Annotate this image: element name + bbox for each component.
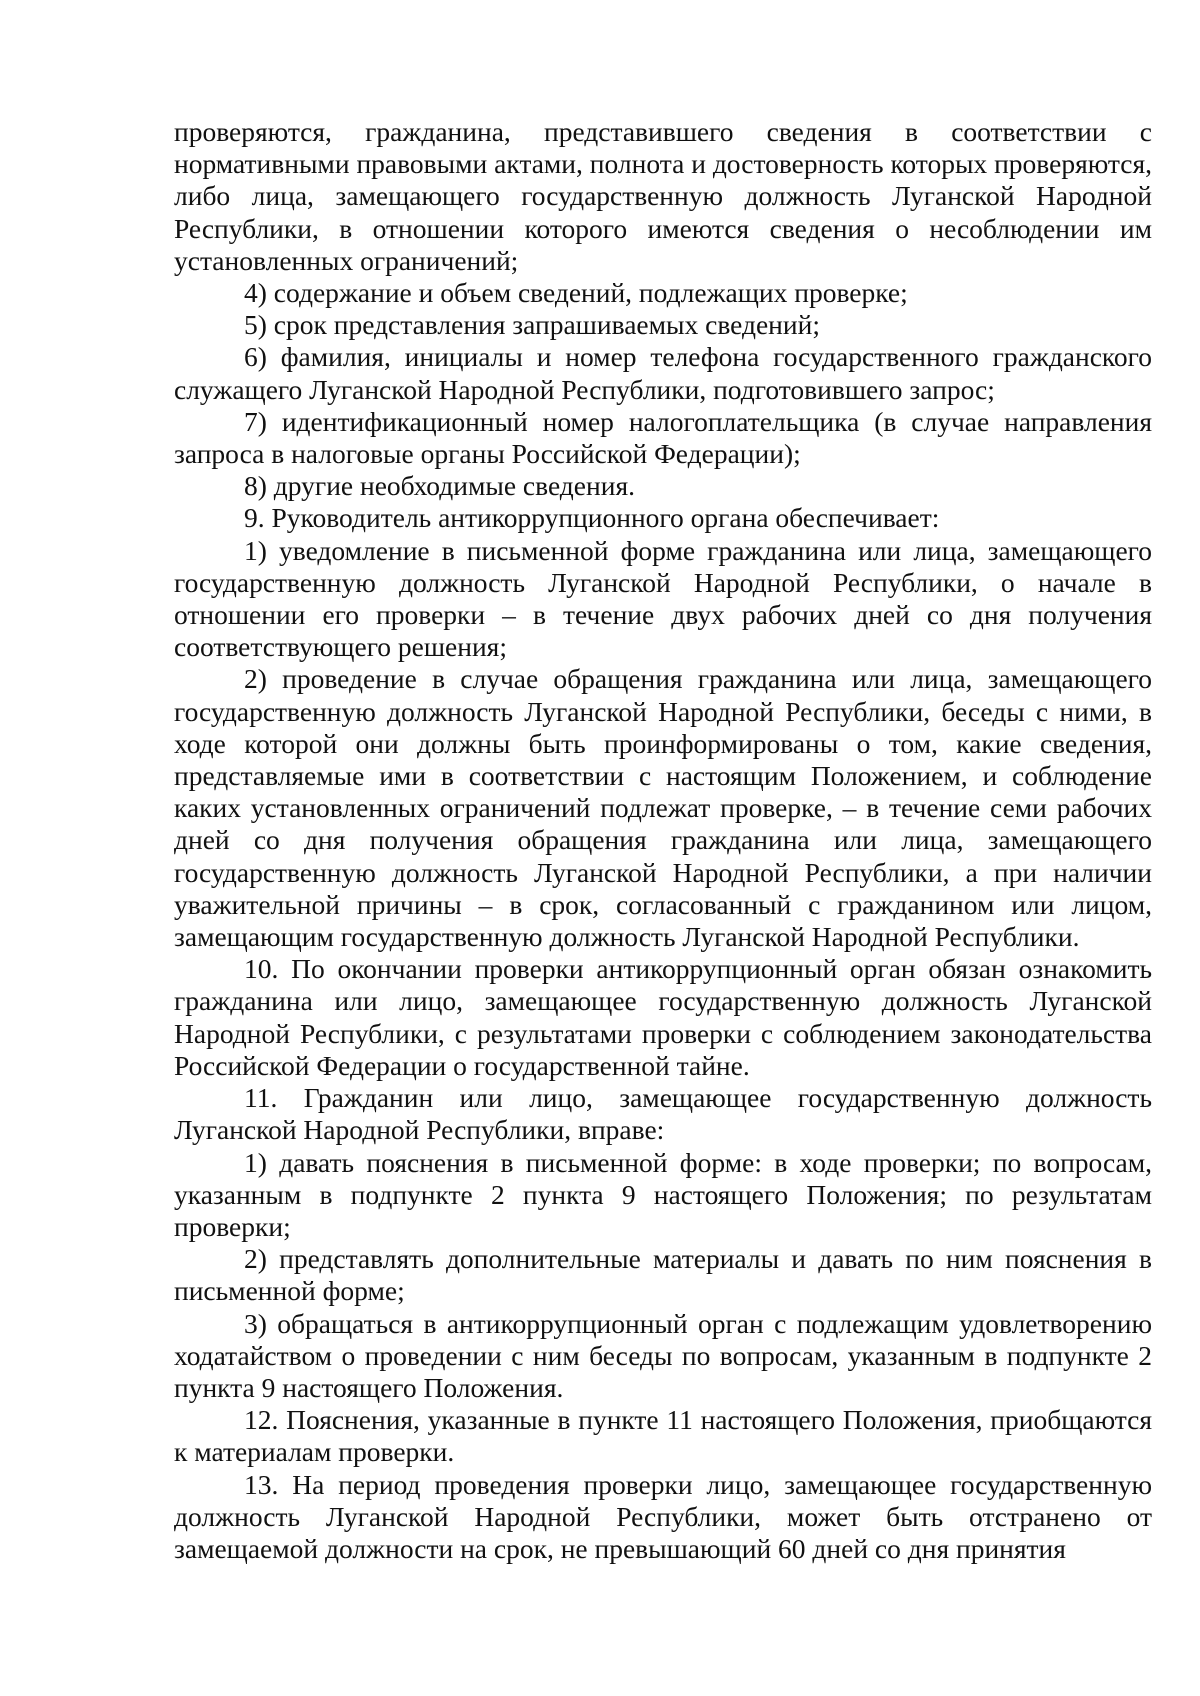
paragraph-clause-11-item-2: 2) представлять дополнительные материалы и давать по ним пояснения в письменной форме; [174, 1243, 1152, 1307]
paragraph-clause-13: 13. На период проведения проверки лицо, замещающее государственную должность Луганской Народной Республики, может быть отстранено от замещаемой должности на срок, не превышающий 60 дней со дня принятия [174, 1468, 1152, 1564]
paragraph-clause-11: 11. Гражданин или лицо, замещающее государственную должность Луганской Народной Республики, вправе: [174, 1082, 1152, 1146]
paragraph-clause-12: 12. Пояснения, указанные в пункте 11 настоящего Положения, приобщаются к материалам проверки. [174, 1404, 1152, 1468]
paragraph-clause-10: 10. По окончании проверки антикоррупционный орган обязан ознакомить гражданина или лицо, замещающее государственную должность Луганской Народной Республики, с результатами проверки с соблюдением законодательства Российской Федерации о государственной тайне. [174, 953, 1152, 1081]
document-body [174, 116, 1152, 1565]
paragraph-item-4: 4) содержание и объем сведений, подлежащих проверке; [244, 277, 908, 309]
paragraph-item-8: 8) другие необходимые сведения. [244, 470, 635, 502]
paragraph-clause-9-item-2: 2) проведение в случае обращения гражданина или лица, замещающего государственную должность Луганской Народной Республики, беседы с ними, в ходе которой они должны быть проинформированы о том, какие сведения, представляемые ими в соответствии с настоящим Положением, и соблюдение каких установленных ограничений подлежат проверке, – в течение семи рабочих дней со дня получения обращения гражданина или лица, замещающего государственную должность Луганской Народной Республики, а при наличии уважительной причины – в срок, согласованный с гражданином или лицом, замещающим государственную должность Луганской Народной Республики. [174, 663, 1152, 953]
paragraph-clause-9-item-1: 1) уведомление в письменной форме гражданина или лица, замещающего государственную должность Луганской Народной Республики, о начале в отношении его проверки – в течение двух рабочих дней со дня получения соответствующего решения; [174, 534, 1152, 663]
paragraph-clause-11-item-3: 3) обращаться в антикоррупционный орган с подлежащим удовлетворению ходатайством о проведении с ним беседы по вопросам, указанным в подпункте 2 пункта 9 настоящего Положения. [174, 1307, 1152, 1403]
paragraph-item-5: 5) срок представления запрашиваемых сведений; [244, 309, 820, 341]
paragraph-clause-11-item-1: 1) давать пояснения в письменной форме: в ходе проверки; по вопросам, указанным в подпункте 2 пункта 9 настоящего Положения; по результатам проверки; [174, 1146, 1152, 1242]
paragraph-continuation: проверяются, гражданина, представившего сведения в соответствии с нормативными правовыми актами, полнота и достоверность которых проверяются, либо лица, замещающего государственную должность Луганской Народной Республики, в отношении которого имеются сведения о несоблюдении им установленных ограничений; [174, 116, 1152, 276]
paragraph-item-6: 6) фамилия, инициалы и номер телефона государственного гражданского служащего Луганской Народной Республики, подготовившего запрос; [174, 341, 1152, 405]
paragraph-item-7: 7) идентификационный номер налогоплательщика (в случае направления запроса в налоговые органы Российской Федерации); [174, 405, 1152, 470]
paragraph-clause-9: 9. Руководитель антикоррупционного органа обеспечивает: [244, 502, 940, 534]
